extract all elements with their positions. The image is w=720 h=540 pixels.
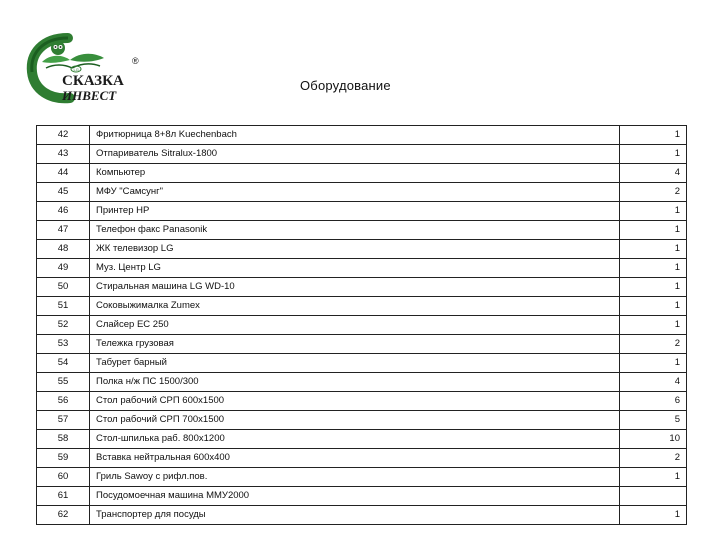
logo-name-line2: ИНВЕСТ xyxy=(62,88,117,103)
table-row xyxy=(37,221,687,240)
item-name: Фритюрница 8+8л Kuechenbach xyxy=(90,126,620,145)
item-name: Транспортер для посуды xyxy=(90,506,620,525)
table-row xyxy=(37,354,687,373)
row-number: 46 xyxy=(37,202,90,221)
row-number: 43 xyxy=(37,145,90,164)
row-number: 53 xyxy=(37,335,90,354)
item-quantity: 1 xyxy=(620,240,687,259)
item-name: Муз. Центр LG xyxy=(90,259,620,278)
item-quantity: 1 xyxy=(620,316,687,335)
item-quantity: 4 xyxy=(620,373,687,392)
logo-emblem xyxy=(24,32,144,106)
table-row xyxy=(37,316,687,335)
table-row xyxy=(37,487,687,506)
table-row xyxy=(37,335,687,354)
item-quantity: 1 xyxy=(620,145,687,164)
item-name: Стиральная машина LG WD-10 xyxy=(90,278,620,297)
item-quantity: 1 xyxy=(620,354,687,373)
equipment-table xyxy=(36,125,687,525)
item-name: Тележка грузовая xyxy=(90,335,620,354)
table-row xyxy=(37,278,687,297)
table-row xyxy=(37,183,687,202)
item-quantity: 1 xyxy=(620,259,687,278)
row-number: 49 xyxy=(37,259,90,278)
table-row xyxy=(37,259,687,278)
item-name: Стол-шпилька раб. 800х1200 xyxy=(90,430,620,449)
page-title: Оборудование xyxy=(300,78,391,93)
item-name: Посудомоечная машина ММУ2000 xyxy=(90,487,620,506)
item-quantity: 1 xyxy=(620,297,687,316)
row-number: 62 xyxy=(37,506,90,525)
table-row xyxy=(37,126,687,145)
item-name: Отпариватель Sitralux-1800 xyxy=(90,145,620,164)
row-number: 48 xyxy=(37,240,90,259)
item-name: Полка н/ж ПС 1500/300 xyxy=(90,373,620,392)
company-logo xyxy=(24,32,144,106)
item-name: Принтер HP xyxy=(90,202,620,221)
row-number: 42 xyxy=(37,126,90,145)
item-quantity: 1 xyxy=(620,126,687,145)
row-number: 44 xyxy=(37,164,90,183)
row-number: 57 xyxy=(37,411,90,430)
item-quantity xyxy=(620,487,687,506)
table-row xyxy=(37,297,687,316)
logo-badge-text: LG xyxy=(73,67,79,72)
row-number: 50 xyxy=(37,278,90,297)
item-quantity: 2 xyxy=(620,183,687,202)
item-quantity: 5 xyxy=(620,411,687,430)
row-number: 58 xyxy=(37,430,90,449)
item-quantity: 2 xyxy=(620,335,687,354)
item-name: Слайсер ЕС 250 xyxy=(90,316,620,335)
row-number: 61 xyxy=(37,487,90,506)
row-number: 55 xyxy=(37,373,90,392)
item-name: Стол рабочий СРП 600х1500 xyxy=(90,392,620,411)
item-name: Гриль Sawoy с рифл.пов. xyxy=(90,468,620,487)
row-number: 45 xyxy=(37,183,90,202)
item-quantity: 6 xyxy=(620,392,687,411)
logo-name-line1: СКАЗКА xyxy=(62,73,124,89)
row-number: 59 xyxy=(37,449,90,468)
item-quantity: 10 xyxy=(620,430,687,449)
item-quantity: 4 xyxy=(620,164,687,183)
table-row xyxy=(37,468,687,487)
item-name: Компьютер xyxy=(90,164,620,183)
table-row xyxy=(37,411,687,430)
table-row xyxy=(37,373,687,392)
item-name: Вставка нейтральная 600х400 xyxy=(90,449,620,468)
item-quantity: 1 xyxy=(620,468,687,487)
table-row xyxy=(37,430,687,449)
registered-mark: ® xyxy=(132,56,139,66)
table-row xyxy=(37,202,687,221)
table-row xyxy=(37,240,687,259)
row-number: 51 xyxy=(37,297,90,316)
table-row xyxy=(37,164,687,183)
row-number: 60 xyxy=(37,468,90,487)
row-number: 52 xyxy=(37,316,90,335)
table-row xyxy=(37,145,687,164)
row-number: 47 xyxy=(37,221,90,240)
item-name: Табурет барный xyxy=(90,354,620,373)
item-quantity: 1 xyxy=(620,278,687,297)
row-number: 54 xyxy=(37,354,90,373)
item-name: МФУ "Самсунг" xyxy=(90,183,620,202)
item-name: Соковыжималка Zumex xyxy=(90,297,620,316)
table-row xyxy=(37,506,687,525)
item-quantity: 2 xyxy=(620,449,687,468)
item-name: ЖК телевизор LG xyxy=(90,240,620,259)
row-number: 56 xyxy=(37,392,90,411)
table-row xyxy=(37,449,687,468)
item-quantity: 1 xyxy=(620,202,687,221)
item-quantity: 1 xyxy=(620,221,687,240)
item-quantity: 1 xyxy=(620,506,687,525)
item-name: Стол рабочий СРП 700х1500 xyxy=(90,411,620,430)
table-row xyxy=(37,392,687,411)
item-name: Телефон факс Panasonik xyxy=(90,221,620,240)
